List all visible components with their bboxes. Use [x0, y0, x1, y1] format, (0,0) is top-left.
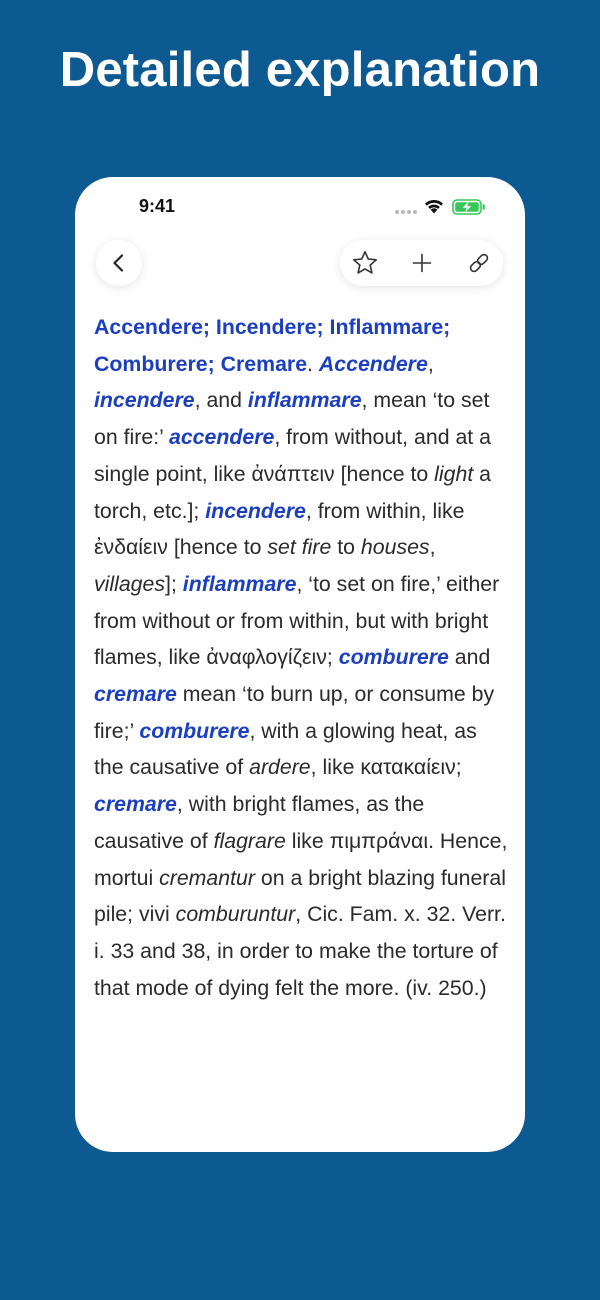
italic-term: houses: [360, 535, 430, 560]
entry-text-run: and: [448, 645, 491, 670]
promo-headline: Detailed explanation: [59, 43, 541, 97]
italic-term: ardere: [249, 755, 311, 780]
entry-text-run: .: [307, 351, 319, 376]
entry-text-run: ,: [427, 351, 434, 376]
star-icon[interactable]: [352, 250, 378, 276]
headword-link[interactable]: Accendere: [318, 351, 428, 376]
entry-text-run: a torch, etc.];: [94, 461, 492, 523]
italic-term: cremantur: [159, 865, 255, 890]
entry-headword: Accendere; Incendere; Inflammare; Comburere; Cremare: [94, 315, 451, 376]
headword-link[interactable]: incendere: [205, 498, 306, 523]
entry-text-run: to: [331, 535, 361, 560]
headword-link[interactable]: comburere: [139, 718, 250, 743]
italic-term: set fire: [267, 535, 332, 560]
cellular-dots-icon: [395, 210, 417, 214]
plus-icon[interactable]: [409, 250, 435, 276]
entry-text-run: , with a glowing heat, as the causative of: [94, 718, 477, 780]
entry-text-run: , and: [194, 388, 248, 413]
headword-link[interactable]: comburere: [338, 645, 449, 670]
italic-term: flagrare: [213, 828, 286, 853]
italic-term: villages: [94, 571, 166, 596]
headword-link[interactable]: accendere: [168, 425, 275, 450]
status-bar-time: 9:41: [139, 196, 176, 216]
entry-text-run: , from within, like ἐνδαίειν [hence to: [94, 498, 465, 560]
italic-term: light: [434, 461, 474, 486]
entry-text-run: like πιμπράναι. Hence, mortui: [94, 828, 508, 890]
entry-text-run: mean ‘to burn up, or consume by fire;’: [94, 682, 495, 743]
headword-link[interactable]: cremare: [94, 792, 177, 817]
phone-screen: [75, 177, 525, 1152]
entry-definition: [94, 309, 512, 1006]
entry-text-run: , from without, and at a single point, like ἀνάπτειν [hence to: [94, 425, 491, 486]
entry-text-run: , mean ‘to set on fire:’: [94, 388, 490, 450]
entry-text-run: , ‘to set on fire,’ either from without or from within, but with bright flames, like ἀναφλογίζειν;: [94, 571, 500, 670]
entry-text-run: , like κατακαίειν;: [310, 755, 462, 780]
entry-text-run: , with bright flames, as the causative of: [94, 792, 425, 853]
headword-link[interactable]: inflammare: [247, 388, 362, 413]
headword-link[interactable]: cremare: [94, 682, 177, 707]
headword-link[interactable]: inflammare: [182, 571, 297, 596]
link-icon[interactable]: [466, 250, 492, 276]
entry-action-bar: [340, 240, 503, 286]
entry-text-run: ,: [429, 535, 436, 560]
chevron-left-icon: [109, 253, 129, 273]
entry-text-run: , Cic. Fam. x. 32. Verr. i. 33 and 38, in order to make the torture of that mode of dying felt the more. (iv. 250.): [94, 902, 506, 1000]
battery-charging-icon: [452, 199, 486, 215]
entry-text-run: ];: [165, 571, 183, 596]
back-button[interactable]: [96, 240, 142, 286]
italic-term: comburuntur: [175, 902, 296, 927]
headword-link[interactable]: incendere: [94, 388, 195, 413]
entry-text-run: on a bright blazing funeral pile; vivi: [94, 865, 506, 927]
wifi-icon: [424, 198, 444, 214]
